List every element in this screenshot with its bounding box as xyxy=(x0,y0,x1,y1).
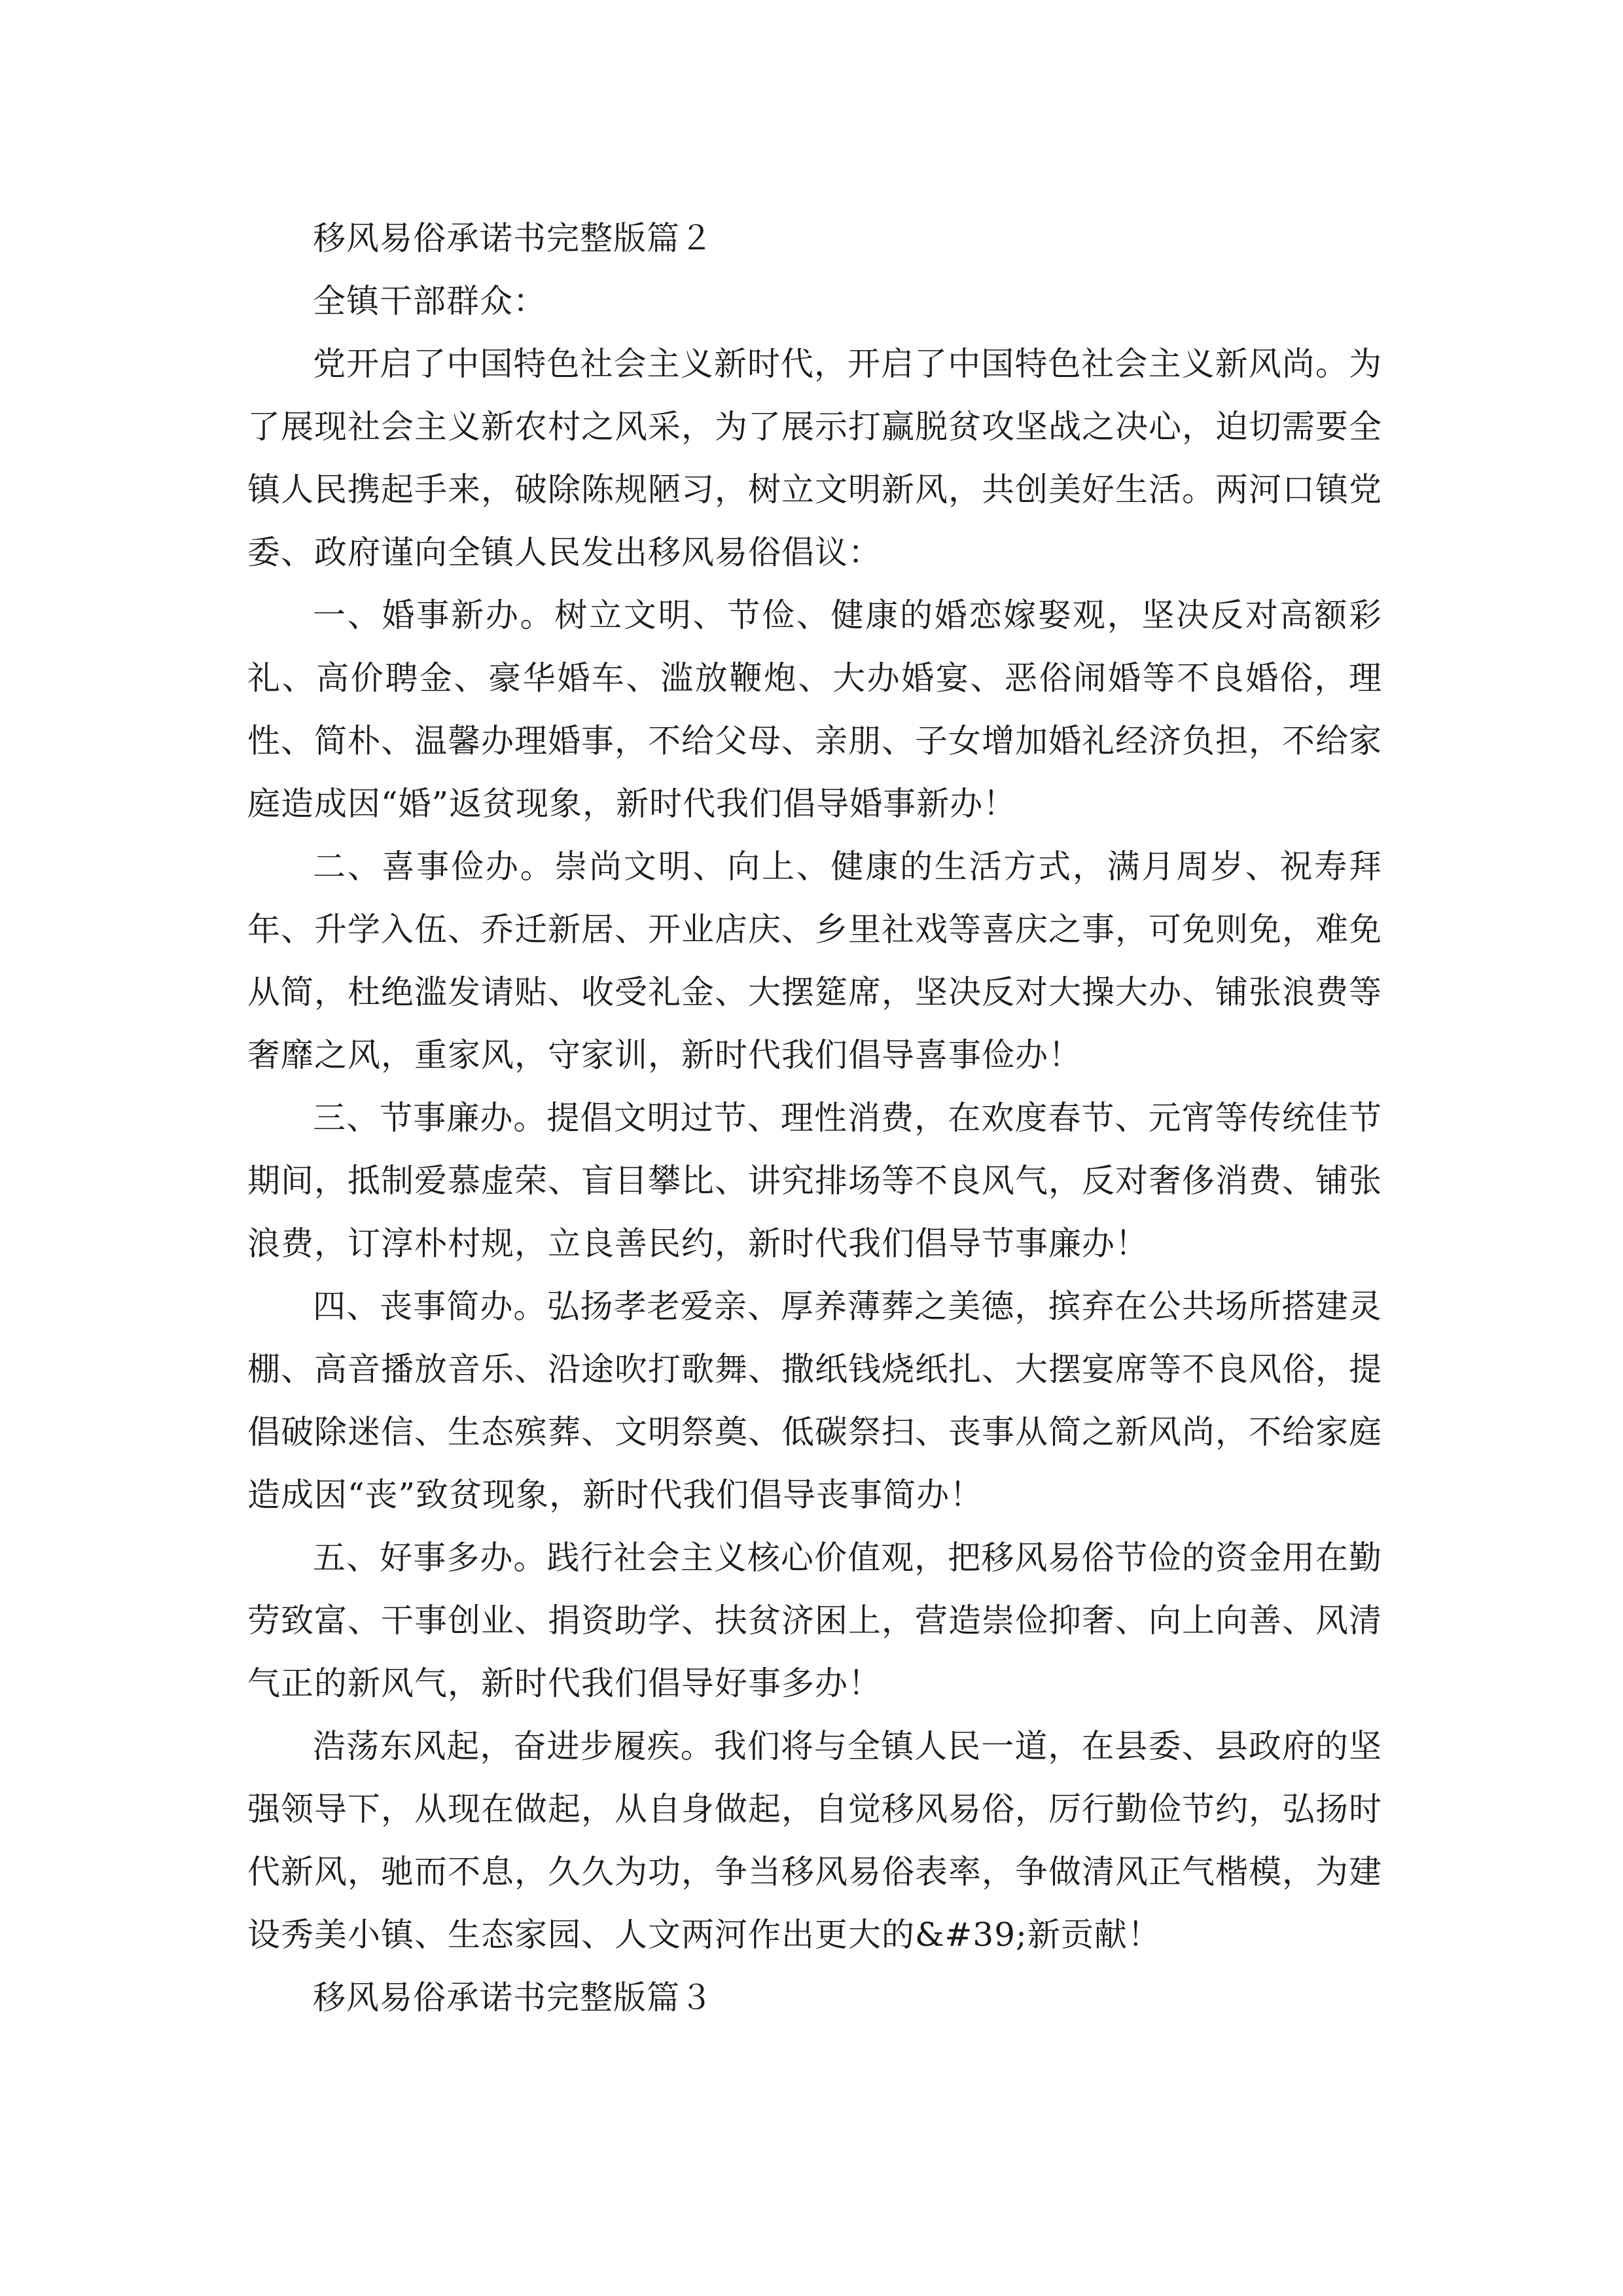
proposal-item-4: 四、丧事简办。弘扬孝老爱亲、厚养薄葬之美德，摈弃在公共场所搭建灵棚、高音播放音乐、沿途吹打歌舞、撒纸钱烧纸扎、大摆宴席等不良风俗，提倡破除迷信、生态殡葬、文明祭奠、低碳祭扫、丧事从简之新风尚，不给家庭造成因“丧”致贫现象，新时代我们倡导丧事简办！ xyxy=(247,1287,1382,1514)
proposal-item-1: 一、婚事新办。树立文明、节俭、健康的婚恋嫁娶观，坚决反对高额彩礼、高价聘金、豪华婚车、滥放鞭炮、大办婚宴、恶俗闹婚等不良婚俗，理性、简朴、温馨办理婚事，不给父母、亲朋、子女增加婚礼经济负担，不给家庭造成因“婚”返贫现象，新时代我们倡导婚事新办！ xyxy=(247,596,1382,823)
intro-paragraph: 党开启了中国特色社会主义新时代，开启了中国特色社会主义新风尚。为了展现社会主义新农村之风采，为了展示打赢脱贫攻坚战之决心，迫切需要全镇人民携起手来，破除陈规陋习，树立文明新风，共创美好生活。两河口镇党委、政府谨向全镇人民发出移风易俗倡议： xyxy=(247,345,1382,571)
proposal-item-2: 二、喜事俭办。崇尚文明、向上、健康的生活方式，满月周岁、祝寿拜年、升学入伍、乔迁新居、开业店庆、乡里社戏等喜庆之事，可免则免，难免从简，杜绝滥发请贴、收受礼金、大摆筵席，坚决反对大操大办、铺张浪费等奢靡之风，重家风，守家训，新时代我们倡导喜事俭办！ xyxy=(247,848,1382,1074)
section-heading-2: 移风易俗承诺书完整版篇２ xyxy=(313,219,713,257)
closing-paragraph: 浩荡东风起，奋进步履疾。我们将与全镇人民一道，在县委、县政府的坚强领导下，从现在做起，从自身做起，自觉移风易俗，厉行勤俭节约，弘扬时代新风，驰而不息，久久为功，争当移风易俗表率，争做清风正气楷模，为建设秀美小镇、生态家园、人文两河作出更大的&#39;新贡献！ xyxy=(247,1727,1382,1954)
document-body xyxy=(247,207,1382,2029)
section-heading-3: 移风易俗承诺书完整版篇３ xyxy=(313,1979,713,2017)
proposal-item-3: 三、节事廉办。提倡文明过节、理性消费，在欢度春节、元宵等传统佳节期间，抵制爱慕虚荣、盲目攀比、讲究排场等不良风气，反对奢侈消费、铺张浪费，订淳朴村规，立良善民约，新时代我们倡导节事廉办！ xyxy=(247,1099,1382,1263)
salutation: 全镇干部群众： xyxy=(313,282,546,320)
proposal-item-5: 五、好事多办。践行社会主义核心价值观，把移风易俗节俭的资金用在勤劳致富、干事创业、捐资助学、扶贫济困上，营造崇俭抑奢、向上向善、风清气正的新风气，新时代我们倡导好事多办！ xyxy=(247,1539,1382,1702)
